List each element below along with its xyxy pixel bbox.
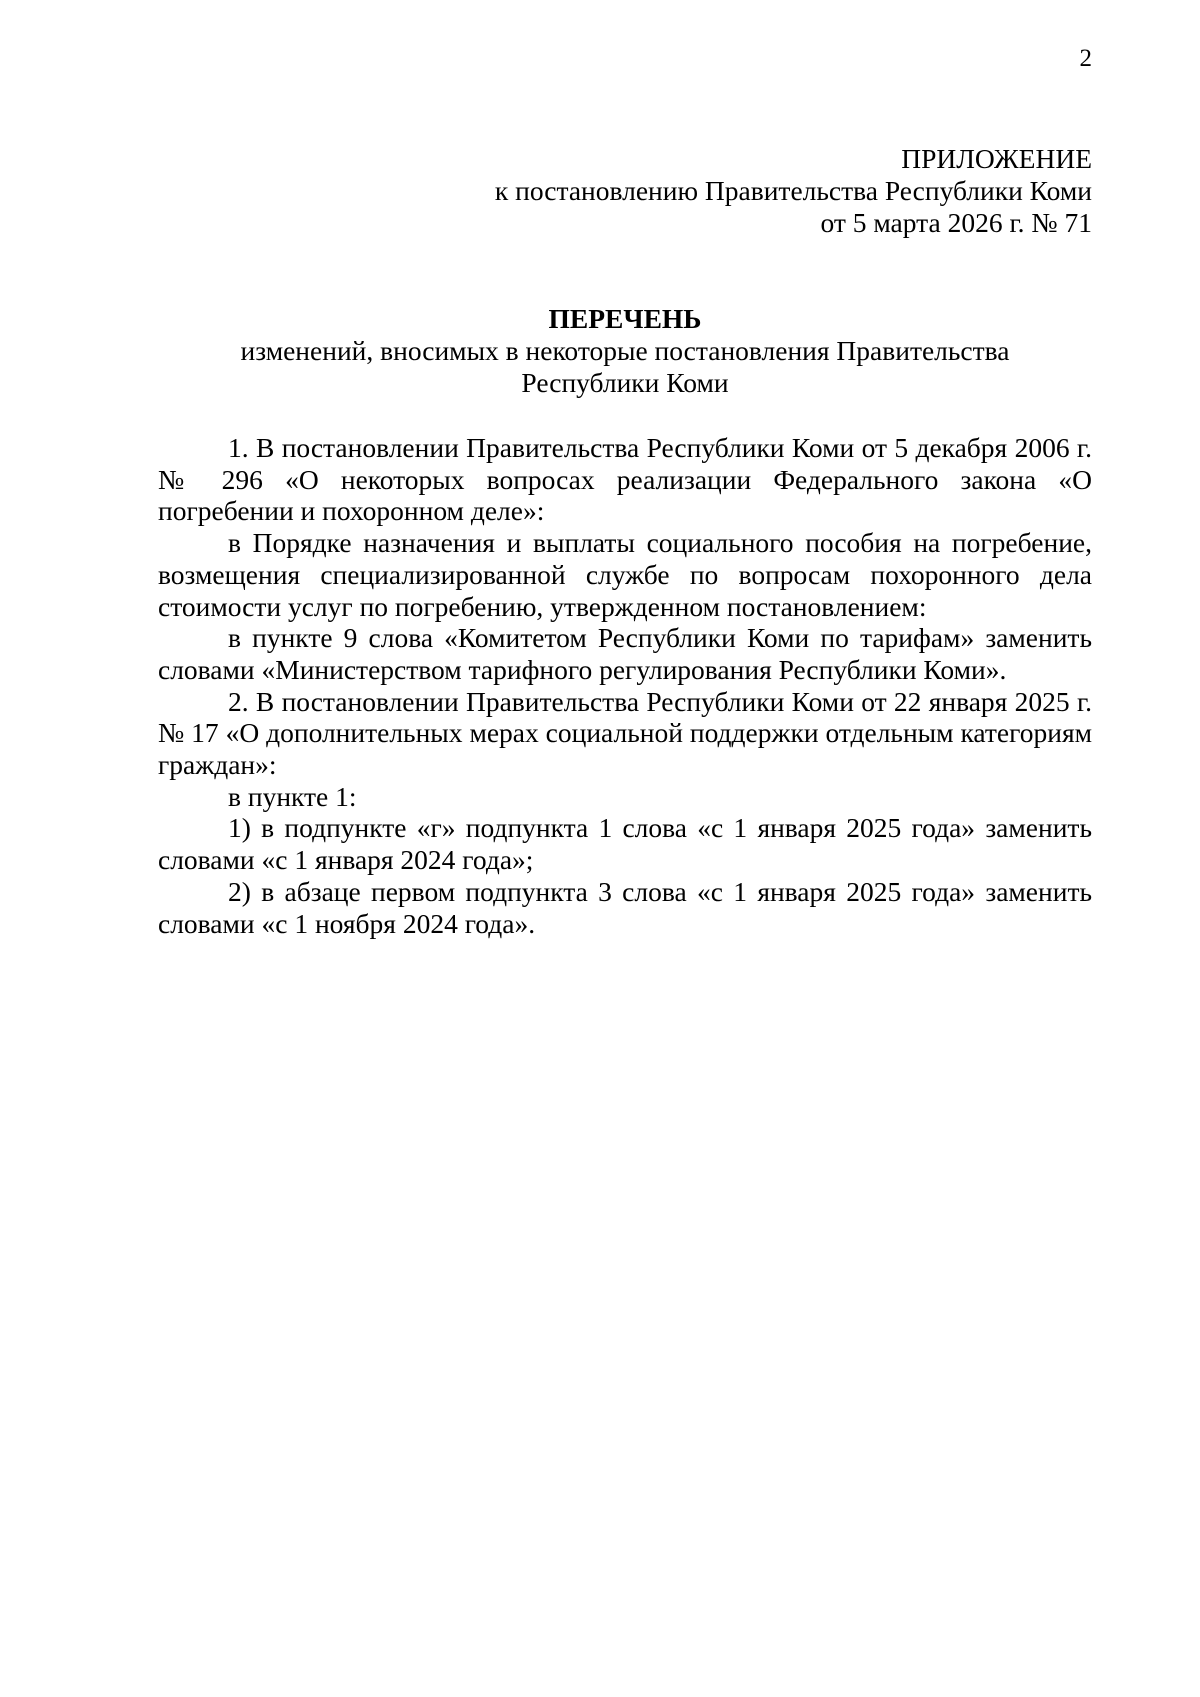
paragraph-item-1-change: в пункте 9 слова «Комитетом Республики Коми по тарифам» заменить словами «Министерством тарифного регулирования Республики Коми». bbox=[158, 622, 1092, 685]
document-title bbox=[158, 303, 1092, 399]
page-number: 2 bbox=[1079, 45, 1092, 72]
title-heading: ПЕРЕЧЕНЬ bbox=[548, 303, 702, 334]
appendix-reference: к постановлению Правительства Республики Коми bbox=[494, 175, 1092, 206]
document-body bbox=[158, 432, 1092, 939]
paragraph-item-1-order: в Порядке назначения и выплаты социального пособия на погребение, возмещения специализированной службе по вопросам похоронного дела стоимости услуг по погребению, утвержденном постановлением: bbox=[158, 527, 1092, 622]
paragraph-item-2-sub-2: 2) в абзаце первом подпункта 3 слова «с 1 января 2025 года» заменить словами «с 1 ноября 2024 года». bbox=[158, 875, 1092, 939]
appendix-label: ПРИЛОЖЕНИЕ bbox=[901, 143, 1092, 174]
paragraph-item-2-sub-1: 1) в подпункте «г» подпункта 1 слова «с 1 января 2025 года» заменить словами «с 1 января 2024 года»; bbox=[158, 812, 1092, 876]
paragraph-item-2: 2. В постановлении Правительства Республики Коми от 22 января 2025 г. № 17 «О дополнительных мерах социальной поддержки отдельным категориям граждан»: bbox=[158, 685, 1092, 781]
appendix-date-number: от 5 марта 2026 г. № 71 bbox=[820, 207, 1092, 238]
title-subtitle-line-2: Республики Коми bbox=[521, 367, 729, 398]
paragraph-item-2-point: в пункте 1: bbox=[228, 780, 357, 812]
appendix-header bbox=[495, 143, 1092, 239]
title-subtitle-line-1: изменений, вносимых в некоторые постановления Правительства bbox=[240, 335, 1010, 366]
paragraph-item-1: 1. В постановлении Правительства Республики Коми от 5 декабря 2006 г. № 296 «О некоторых вопросах реализации Федерального закона «О погребении и похоронном деле»: bbox=[158, 432, 1092, 527]
